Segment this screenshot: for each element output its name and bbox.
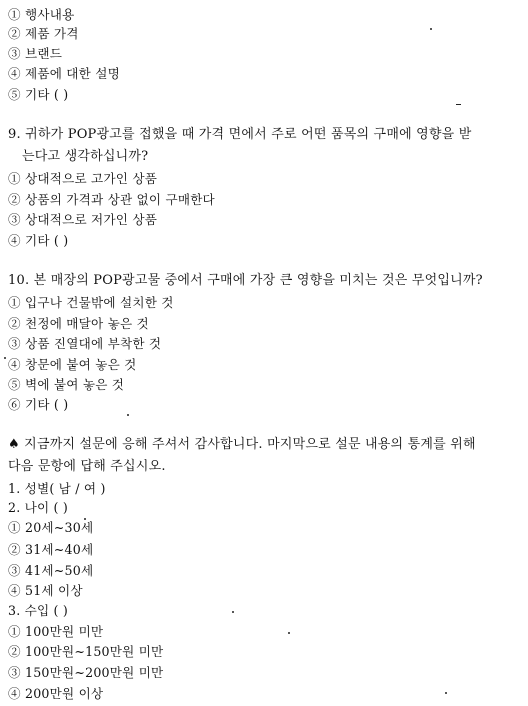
age-option-1: ① 20세~30세 bbox=[8, 520, 94, 535]
age-option-4: ④ 51세 이상 bbox=[8, 583, 83, 598]
age-question: 2. 나이 ( ) bbox=[8, 500, 68, 515]
q10-option-2: ② 천정에 매달아 놓은 것 bbox=[8, 316, 149, 331]
option-product-price: ② 제품 가격 bbox=[8, 26, 79, 41]
q9-option-3: ③ 상대적으로 저가인 상품 bbox=[8, 212, 158, 227]
age-option-2: ② 31세~40세 bbox=[8, 542, 94, 557]
q9-option-2: ② 상품의 가격과 상관 없이 구매한다 bbox=[8, 192, 215, 207]
scan-speck bbox=[288, 632, 290, 634]
scan-speck bbox=[4, 357, 6, 359]
scan-speck bbox=[445, 692, 447, 694]
closing-line1: ♠ 지금까지 설문에 응해 주셔서 감사합니다. 마지막으로 설문 내용의 통계를 위해 bbox=[8, 437, 476, 452]
q10-option-6: ⑥ 기타 ( ) bbox=[8, 397, 69, 412]
q9-option-4: ④ 기타 ( ) bbox=[8, 233, 69, 248]
option-event-content: ① 행사내용 bbox=[8, 7, 75, 22]
question-9-line1: 9. 귀하가 POP광고를 접했을 때 가격 면에서 주로 어떤 품목의 구매에 영향을 받 bbox=[8, 127, 472, 142]
scan-speck bbox=[456, 104, 461, 105]
option-other-a: ⑤ 기타 ( ) bbox=[8, 87, 69, 102]
income-option-2: ② 100만원~150만원 미만 bbox=[8, 644, 164, 659]
option-product-description: ④ 제품에 대한 설명 bbox=[8, 66, 120, 81]
q10-option-3: ③ 상품 진열대에 부착한 것 bbox=[8, 336, 162, 351]
q10-option-5: ⑤ 벽에 붙여 놓은 것 bbox=[8, 377, 125, 392]
question-10-line1: 10. 본 매장의 POP광고물 중에서 구매에 가장 큰 영향을 미치는 것은 무엇입니까? bbox=[8, 273, 483, 288]
income-option-3: ③ 150만원~200만원 미만 bbox=[8, 665, 164, 680]
scan-speck bbox=[232, 611, 234, 613]
question-9-line2: 는다고 생각하십니까? bbox=[22, 149, 149, 164]
scan-speck bbox=[127, 414, 129, 416]
scan-speck bbox=[430, 28, 432, 30]
option-brand: ③ 브랜드 bbox=[8, 46, 63, 61]
q9-option-1: ① 상대적으로 고가인 상품 bbox=[8, 171, 158, 186]
age-option-3: ③ 41세~50세 bbox=[8, 563, 94, 578]
income-question: 3. 수입 ( ) bbox=[8, 603, 68, 618]
closing-line2: 다음 문항에 답해 주십시오. bbox=[8, 459, 166, 474]
q10-option-4: ④ 창문에 붙여 놓은 것 bbox=[8, 357, 137, 372]
q10-option-1: ① 입구나 건물밖에 설치한 것 bbox=[8, 295, 174, 310]
scan-speck bbox=[84, 518, 86, 520]
income-option-4: ④ 200만원 이상 bbox=[8, 686, 104, 701]
gender-question: 1. 성별( 남 / 여 ) bbox=[8, 481, 106, 496]
income-option-1: ① 100만원 미만 bbox=[8, 624, 104, 639]
